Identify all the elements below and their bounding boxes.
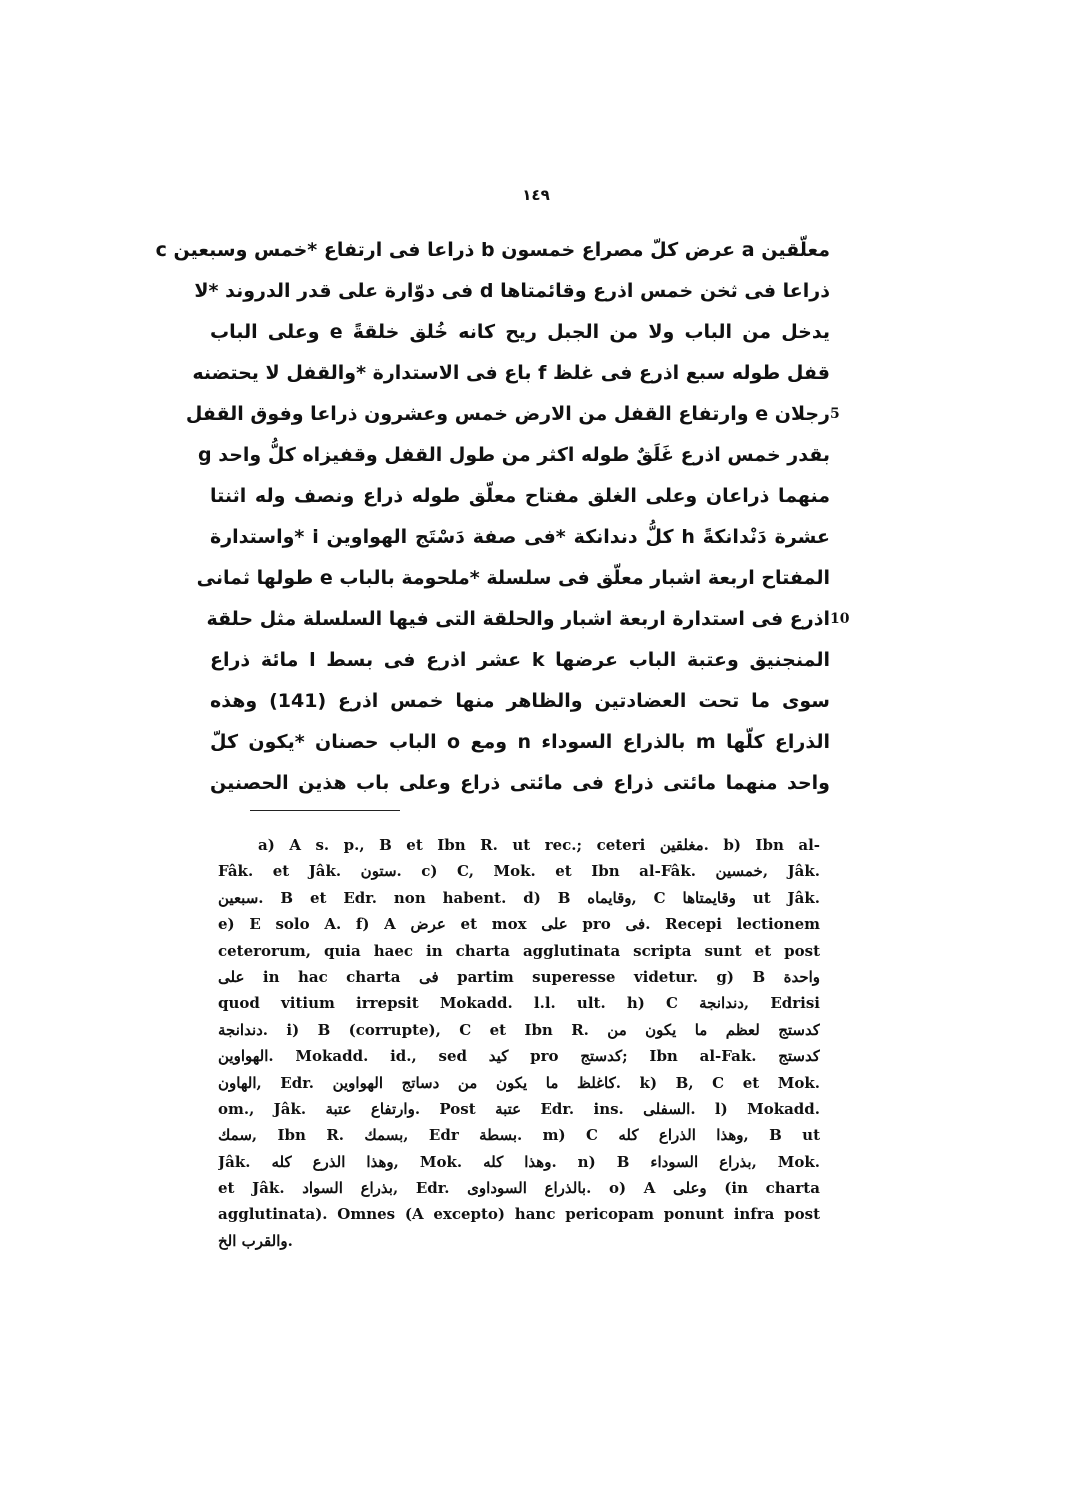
text-line <box>192 353 830 394</box>
footnote-divider <box>250 810 400 811</box>
footnote-line: a) A s. p., B et Ibn R. ut rec.; ceteri مغلقين. b) Ibn al- <box>258 836 820 854</box>
footnote-line: Fâk. et Jâk. ستون. c) C, Mok. et Ibn al-Fâk. خمسين, Jâk. <box>218 862 820 881</box>
text-line <box>210 312 830 353</box>
footnote-line: سبعين. B et Edr. non habent. d) B وقايماه, C وقايمتاها ut Jâk. <box>218 888 820 907</box>
footnote-line: Jâk. وهذا الذرع كله, Mok. وهذا كله. n) B بذراع السوداء, Mok. <box>218 1152 820 1171</box>
line-text: اذرع فى استدارة اربعة اشبار والحلقة التى فيها السلسلة مثل حلقة <box>206 608 830 630</box>
page-number: ١٤٩ <box>522 186 550 204</box>
text-line <box>210 640 830 681</box>
line-text: واحد منهما مائتى ذراع فى مائتى ذراع وعلى باب هذين الحصنين <box>210 772 830 794</box>
text-line <box>185 394 840 435</box>
line-text: عشرة دَنْدانكةً h كلُّ دندانكة *فى صفة دَسْتَج الهواوين i *واستدارة <box>210 526 830 548</box>
line-text: يدخل من الباب ولا من الجبل ريح كانه خُلق خلقةً e وعلى الباب <box>210 321 830 343</box>
line-number: 5 <box>830 406 840 422</box>
footnote-line: et Jâk. بذراع السواد, Edr. بالذراع السوداوى. o) A وعلى (in charta <box>218 1179 820 1198</box>
footnote-line: سمك, Ibn R. بسمك, Edr بسطة. m) C وهذا الذراع كله, B ut <box>218 1126 820 1145</box>
footnote-line: e) E solo A. f) A عرض et mox على pro فى. Recepi lectionem <box>218 915 820 934</box>
footnote-line: quod vitium irrepsit Mokadd. l.l. ult. h) C دندانجة, Edrisi <box>218 994 820 1013</box>
text-line <box>196 558 830 599</box>
footnote-line: الهاون, Edr. كاغلظ ما يكون من دساتج الهواوين. k) B, C et Mok. <box>218 1073 820 1092</box>
text-line <box>210 476 830 517</box>
text-line <box>210 722 830 763</box>
text-line <box>210 681 830 722</box>
footnote-line: agglutinata). Omnes (A excepto) hanc pericopam ponunt infra post <box>218 1205 820 1224</box>
line-text: منهما ذراعان وعلى الغلق مفتاح معلّق طوله ذراع ونصف وله اثنتا <box>210 485 830 507</box>
line-text: الذراع كلّها m بالذراع السوداء n ومع o الباب حصنان *يكون كلّ <box>210 731 830 753</box>
footnote-line: ceterorum, quia haec in charta agglutinata scripta sunt et post <box>218 941 820 960</box>
text-line <box>194 271 830 312</box>
footnote-line: الهواوين. Mokadd. id., sed كيد pro كدستج; Ibn al-Fak. كدستج <box>218 1047 820 1066</box>
line-number: 10 <box>830 611 850 627</box>
text-line <box>206 599 850 640</box>
footnote-line: والقرب الخ. <box>218 1231 293 1250</box>
footnotes <box>218 832 820 1254</box>
line-text: ذراعا فى ثخن خمس اذرع وقائمتاها d فى دوّارة على قدر الدروند *لا <box>194 280 830 302</box>
footnote-line: دندانجة. i) B (corrupte), C et Ibn R. كدستج لعظم ما يكون من <box>218 1020 820 1039</box>
text-line <box>210 763 830 804</box>
line-text: معلّقين a عرض كلّ مصراع خمسون b ذراعا فى ارتفاع *خمس وسبعين c <box>155 239 830 261</box>
line-text: قفل طوله سبع اذرع فى غلظ f باع فى الاستدارة *والقفل لا يحتضنه <box>192 362 830 384</box>
footnote-line: om., Jâk. وارتفاع عتبة. Post عتبة Edr. ins. السفلى. l) Mokadd. <box>218 1099 820 1118</box>
footnote-line: على in hac charta فى partim superesse videtur. g) B واحدة <box>218 967 820 986</box>
arabic-main-text <box>155 230 850 804</box>
line-text: رجلان e وارتفاع القفل من الارض خمس وعشرون ذراعا وفوق القفل <box>185 403 830 425</box>
text-line <box>198 435 830 476</box>
text-line <box>155 230 830 271</box>
line-text: سوى ما تحت العضادتين والظاهر منها خمس اذرع (141) وهذه <box>210 690 830 712</box>
line-text: المنجنيق وعتبة الباب عرضها k عشر اذرع فى بسط l مائة ذراع <box>210 649 830 671</box>
line-text: بقدر خمس اذرع غَلَقٌ طوله اكثر من طول القفل وقفيزاه كلُّ واحد g <box>198 444 830 466</box>
text-line <box>210 517 830 558</box>
line-text: المفتاح اربعة اشبار معلّق فى سلسلة *ملحومة بالباب e طولها ثمانى <box>196 567 830 589</box>
